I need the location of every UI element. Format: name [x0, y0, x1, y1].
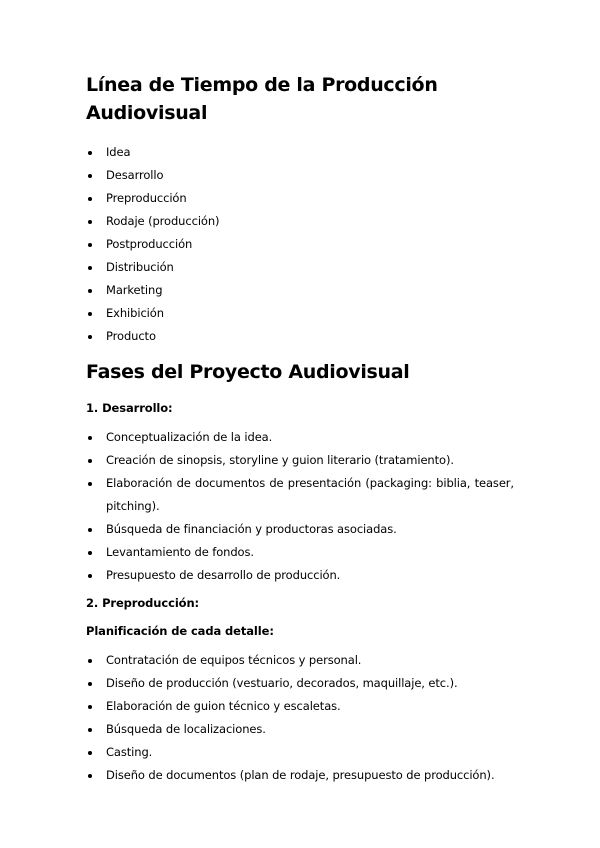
planificacion-subheading: Planificación de cada detalle:	[86, 624, 274, 638]
list-item: Producto	[86, 325, 514, 348]
list-item: Distribución	[86, 256, 514, 279]
list-item: Contratación de equipos técnicos y personal.	[86, 649, 514, 672]
list-item: Búsqueda de localizaciones.	[86, 718, 514, 741]
phases-title: Fases del Proyecto Audiovisual	[86, 361, 410, 383]
timeline-list	[86, 141, 514, 348]
list-item: Marketing	[86, 279, 514, 302]
list-item: Diseño de producción (vestuario, decorados, maquillaje, etc.).	[86, 672, 514, 695]
desarrollo-heading: 1. Desarrollo:	[86, 401, 173, 415]
list-item: Diseño de documentos (plan de rodaje, presupuesto de producción).	[86, 764, 514, 787]
list-item: Creación de sinopsis, storyline y guion literario (tratamiento).	[86, 449, 514, 472]
list-item: Conceptualización de la idea.	[86, 426, 514, 449]
list-item: Idea	[86, 141, 514, 164]
list-item: Exhibición	[86, 302, 514, 325]
timeline-title: Línea de Tiempo de la Producción Audiovisual	[86, 74, 438, 124]
list-item: Rodaje (producción)	[86, 210, 514, 233]
list-item: Búsqueda de financiación y productoras asociadas.	[86, 518, 514, 541]
list-item: Elaboración de guion técnico y escaletas.	[86, 695, 514, 718]
list-item: Preproducción	[86, 187, 514, 210]
list-item: Levantamiento de fondos.	[86, 541, 514, 564]
list-item: Casting.	[86, 741, 514, 764]
desarrollo-list	[86, 426, 514, 587]
preproduccion-heading: 2. Preproducción:	[86, 596, 200, 610]
list-item: Elaboración de documentos de presentación (packaging: biblia, teaser, pitching).	[86, 472, 514, 518]
preproduccion-list	[86, 649, 514, 787]
list-item: Desarrollo	[86, 164, 514, 187]
list-item: Postproducción	[86, 233, 514, 256]
list-item: Presupuesto de desarrollo de producción.	[86, 564, 514, 587]
